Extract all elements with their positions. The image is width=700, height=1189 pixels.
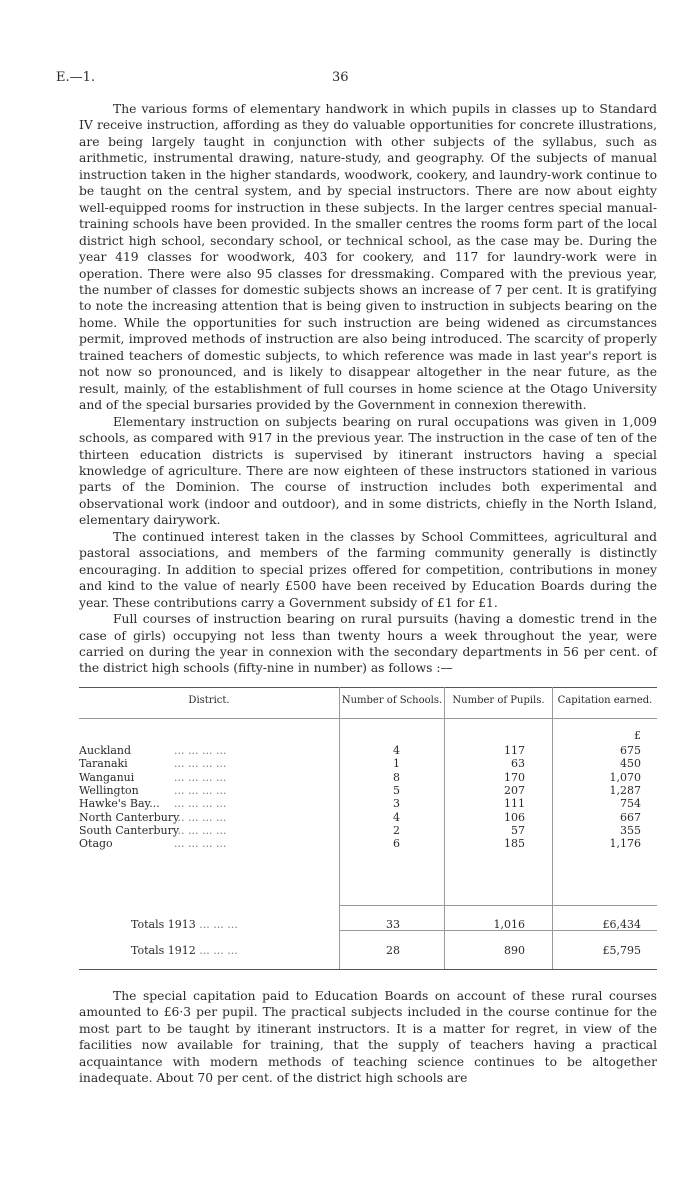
table-row-district [79, 824, 339, 837]
table-row-schools: 8 [393, 770, 400, 784]
paragraph-handwork: The various forms of elementary handwork in which pupils in classes up to Standard IV receive instruction, affording as they do valuable opportunities for concrete illustrations, are being largely taught in conjunction with other subjects of the syllabus, such as arithmetic, instrumental drawing, nature-study, and geography. Of the subjects of manual instruction taken in the higher standards, woodwork, cookery, and laundry-work continue to be taught on the central system, and by special instructors. There are now about eighty well-equipped rooms for instruction in these subjects. In the larger centres special manual-training schools have been provided. In the smaller centres the rooms form part of the local district high school, secondary school, or technical school, as the case may be. During the year 419 classes for woodwork, 403 for cookery, and 117 for laundry-work were in operation. There were also 95 classes for dressmaking. Compared with the previous year, the number of classes for domestic subjects shows an increase of 7 per cent. It is gratifying to note the increasing attention that is being given to instruction in subjects bearing on the home. While the opportunities for such instruction are being widened as circumstances permit, improved methods of instruction are also being introduced. The scarcity of properly trained teachers of domestic subjects, to which reference was made in last year's report is not now so pronounced, and is likely to disappear altogether in the near future, as the result, mainly, of the establishment of full courses in home science at the Otago University and of the special bursaries provided by the Government in connexion therewith. [79, 102, 657, 413]
table-row-district [79, 771, 339, 784]
table-bottom-rule [79, 969, 657, 970]
dot-leader: ... ... ... ... [174, 797, 227, 811]
table-row-capitation: 1,176 [609, 837, 641, 851]
table-row-district [79, 811, 339, 824]
totals-1912-label [131, 944, 238, 957]
table-row-schools: 4 [393, 744, 400, 757]
table-row-schools: 2 [393, 823, 400, 837]
totals-1913-schools: 33 [386, 918, 400, 931]
totals-1913-label-text: Totals 1913 [131, 918, 196, 931]
table-row-district [79, 784, 339, 797]
dot-leader: ... ... ... ... [174, 770, 227, 784]
table-row-pupils: 63 [511, 757, 525, 771]
paragraph-committees: The continued interest taken in the classes by School Committees, agricultural and pastoral associations, and members of the farming community generally is distinctly encouraging. In addition to special prizes offered for competition, contributions in money and kind to the value of nearly £500 have been received by Education Boards during the year. These contributions carry a Government subsidy of £1 for £1. [79, 529, 657, 610]
district-name: Auckland [79, 744, 132, 757]
district-name: Wanganui [79, 770, 135, 784]
table-row-pupils: 106 [504, 810, 525, 824]
table-row-pupils: 170 [504, 770, 525, 784]
totals-1912-capitation: £5,795 [602, 944, 641, 957]
table-row-capitation: 754 [620, 797, 641, 811]
district-name: Taranaki [79, 757, 128, 771]
totals-1912-schools: 28 [386, 944, 400, 957]
totals-1912-label-text: Totals 1912 [131, 944, 196, 957]
dot-leader: ... ... ... ... [174, 783, 227, 797]
district-name: South Canterbury [79, 823, 180, 837]
table-row-capitation: 355 [620, 823, 641, 837]
header-number-of-schools: Number of Schools. [341, 695, 443, 706]
dot-leader: ... ... ... ... [174, 837, 227, 851]
table-row-schools: 6 [393, 837, 400, 851]
header-number-of-pupils: Number of Pupils. [452, 695, 545, 706]
table-row-schools: 1 [393, 757, 400, 771]
currency-unit: £ [634, 729, 641, 742]
totals-1913-capitation: £6,434 [602, 918, 641, 931]
table-top-rule [79, 687, 657, 688]
district-name: Wellington [79, 783, 139, 797]
district-name: Hawke's Bay... [79, 797, 160, 811]
body-text-lower [79, 988, 657, 1087]
dot-leader: ... ... ... ... [174, 757, 227, 771]
header-district: District. [188, 695, 230, 706]
dot-leader: ... ... ... [199, 918, 238, 931]
table-row-district [79, 744, 339, 757]
dot-leader: ... ... ... ... [174, 744, 227, 757]
table-row-district [79, 837, 339, 850]
district-name: North Canterbury [79, 810, 180, 824]
table-row-capitation: 1,070 [609, 770, 641, 784]
paragraph-special-capitation: The special capitation paid to Education Boards on account of these rural courses amounted to £6·3 per pupil. The practical subjects included in the course continue for the most part to be taught by itinerant instructors. It is a matter for regret, in view of the facilities now available for training, that the supply of teachers having a practical acquaintance with modern methods of teaching science continues to be altogether inadequate. About 70 per cent. of the district high schools are [79, 989, 657, 1086]
table-row-schools: 5 [393, 783, 400, 797]
paragraph-rural-instruction: Elementary instruction on subjects bearing on rural occupations was given in 1,009 schools, as compared with 917 in the previous year. The instruction in the case of ten of the thirteen education districts is supervised by itinerant instructors having a special knowledge of agriculture. There are now eighteen of these instructors stationed in various parts of the Dominion. The course of instruction includes both experimental and observational work (indoor and outdoor), and in some districts, chiefly in the North Island, elementary dairywork. [79, 414, 657, 528]
table-row-capitation: 1,287 [609, 783, 641, 797]
dot-leader: ... ... ... [199, 944, 238, 957]
table-row-schools: 4 [393, 810, 400, 824]
table-row-pupils: 117 [504, 744, 525, 757]
report-code: E.—1. [56, 70, 96, 85]
paragraph-full-courses: Full courses of instruction bearing on rural pursuits (having a domestic trend in the case of girls) occupying not less than twenty hours a week throughout the year, were carried on during the year in connexion with the secondary departments in 56 per cent. of the district high schools (fifty-nine in number) as follows :— [79, 612, 657, 676]
table-row-pupils: 185 [504, 837, 525, 851]
table-header-rule [79, 718, 657, 719]
table-row-pupils: 111 [504, 797, 525, 811]
totals-rule [339, 905, 657, 906]
totals-1913-label [131, 918, 238, 931]
body-text-upper [79, 101, 657, 677]
table-row-capitation: 675 [620, 744, 641, 757]
district-name: Otago [79, 837, 113, 851]
table-row-capitation: 450 [620, 757, 641, 771]
totals-1912-pupils: 890 [504, 944, 525, 957]
table-row-district [79, 797, 339, 810]
page-number: 36 [332, 70, 349, 85]
dot-leader: ... ... ... ... [174, 823, 227, 837]
table-row-schools: 3 [393, 797, 400, 811]
table-row-pupils: 57 [511, 823, 525, 837]
header-capitation-earned: Capitation earned. [557, 695, 653, 706]
dot-leader: ... ... ... ... [174, 810, 227, 824]
table-row-pupils: 207 [504, 783, 525, 797]
table-row-district [79, 757, 339, 770]
totals-1913-pupils: 1,016 [493, 918, 525, 931]
table-row-capitation: 667 [620, 810, 641, 824]
